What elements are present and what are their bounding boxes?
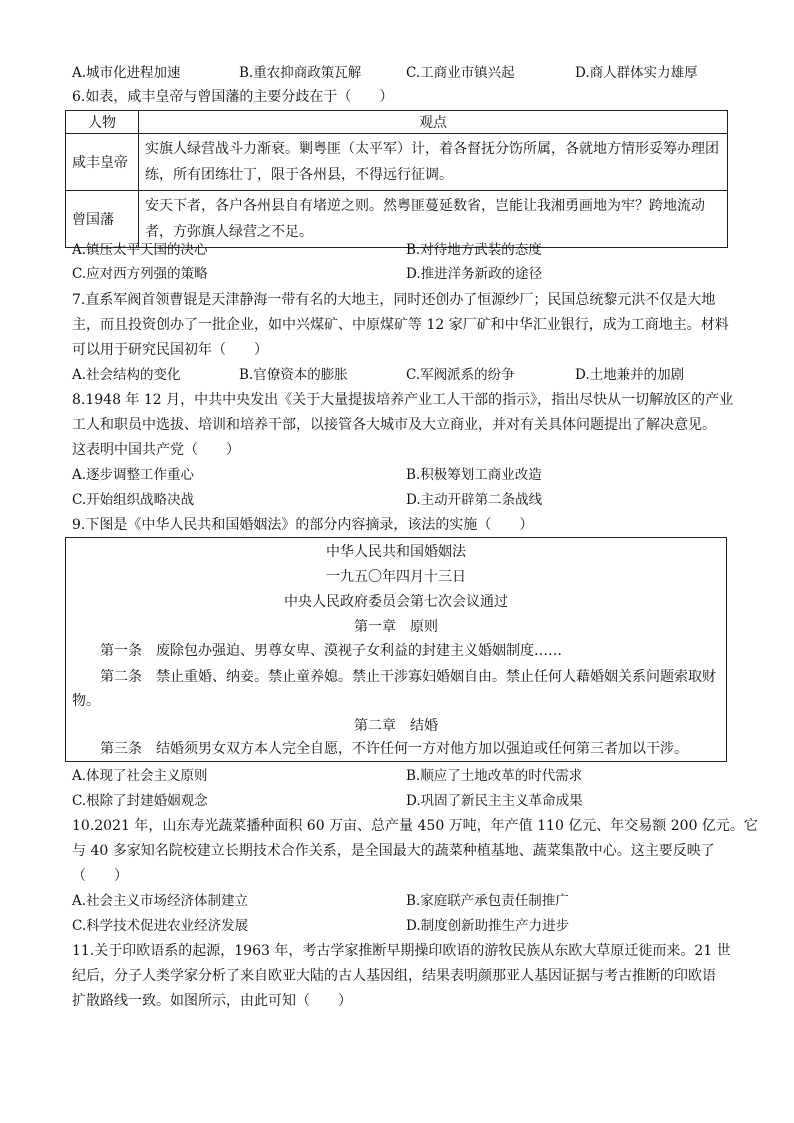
option-a: A.体现了社会主义原则 bbox=[72, 768, 208, 784]
option-d: D.巩固了新民主主义革命成果 bbox=[406, 793, 583, 809]
row-view: 安天下者，各户各州县自有堵逆之则。然粤匪蔓延数省，岂能让我湘勇画地为牢？跨地流动者，方弥旗人绿营之不足。 bbox=[139, 191, 728, 248]
law-chapter: 第一章 原则 bbox=[354, 619, 438, 635]
option-b: B.积极筹划工商业改造 bbox=[406, 467, 542, 483]
option-c: C.军阀派系的纷争 bbox=[406, 367, 515, 383]
option-d: D.主动开辟第二条战线 bbox=[406, 492, 543, 508]
q9-stem: 9.下图是《中华人民共和国婚姻法》的部分内容摘录，该法的实施（ ） bbox=[72, 517, 534, 533]
option-d: D.制度创新助推生产力进步 bbox=[406, 918, 570, 934]
law-passed: 中央人民政府委员会第七次会议通过 bbox=[284, 594, 508, 610]
option-c: C.根除了封建婚姻观念 bbox=[72, 793, 208, 809]
header-view: 观点 bbox=[139, 111, 728, 134]
q10-line: （ ） bbox=[72, 868, 128, 884]
option-b: B.家庭联产承包责任制推广 bbox=[406, 893, 569, 909]
q8-line: 8.1948 年 12 月，中共中央发出《关于大量提拔培养产业工人干部的指示》，指出尽快从一切解放区的产业 bbox=[72, 392, 734, 408]
q10-line: 10.2021 年，山东寿光蔬菜播种面积 60 万亩、总产量 450 万吨，年产值 110 亿元、年交易额 200 亿元。它 bbox=[72, 818, 758, 834]
header-person: 人物 bbox=[66, 111, 139, 134]
q7-line: 7.直系军阀首领曹锟是天津静海一带有名的大地主，同时还创办了恒源纱厂；民国总统黎元洪不仅是大地 bbox=[72, 292, 716, 308]
option-a: A.镇压太平天国的决心 bbox=[72, 242, 208, 258]
q7-line: 可以用于研究民国初年（ ） bbox=[72, 342, 268, 358]
row-person: 曾国藩 bbox=[66, 191, 139, 248]
option-a: A.社会结构的变化 bbox=[72, 367, 181, 383]
table-row bbox=[66, 191, 728, 248]
q8-line: 工人和职员中选拔、培训和培养干部，以接管各大城市及大立商业，并对有关具体问题提出了解决意见。 bbox=[72, 417, 716, 433]
option-c: C.科学技术促进农业经济发展 bbox=[72, 918, 249, 934]
q10-line: 与 40 多家知名院校建立长期技术合作关系，是全国最大的蔬菜种植基地、蔬菜集散中心。这主要反映了 bbox=[72, 843, 715, 859]
law-article: 第二条 禁止重婚、纳妾。禁止童养媳。禁止干涉寡妇婚姻自由。禁止任何人藉婚姻关系问题索取财 bbox=[72, 669, 716, 685]
table-row bbox=[66, 134, 728, 191]
law-date: 一九五〇年四月十三日 bbox=[326, 569, 466, 585]
law-chapter: 第二章 结婚 bbox=[354, 718, 438, 734]
law-article: 物。 bbox=[72, 693, 100, 709]
q11-line: 11.关于印欧语系的起源，1963 年，考古学家推断早期操印欧语的游牧民族从东欧大草原迁徙而来。21 世 bbox=[72, 943, 731, 959]
q7-line: 主，而且投资创办了一批企业，如中兴煤矿、中原煤矿等 12 家厂矿和中华汇业银行，成为工商地主。材料 bbox=[72, 317, 729, 333]
option-d: D.推进洋务新政的途径 bbox=[406, 266, 543, 282]
q6-table bbox=[65, 110, 728, 248]
law-article: 第一条 废除包办强迫、男尊女卑、漠视子女利益的封建主义婚姻制度…… bbox=[72, 643, 562, 659]
law-title: 中华人民共和国婚姻法 bbox=[326, 544, 466, 560]
option-c: C.开始组织战略决战 bbox=[72, 492, 195, 508]
law-article: 第三条 结婚须男女双方本人完全自愿，不许任何一方对他方加以强迫或任何第三者加以干涉。 bbox=[72, 741, 688, 757]
option-b: B.重农抑商政策瓦解 bbox=[239, 65, 362, 81]
q8-line: 这表明中国共产党（ ） bbox=[72, 442, 240, 458]
option-a: A.逐步调整工作重心 bbox=[72, 467, 195, 483]
marriage-law-excerpt bbox=[65, 537, 727, 762]
option-c: C.应对西方列强的策略 bbox=[72, 266, 208, 282]
option-a: A.城市化进程加速 bbox=[72, 65, 181, 81]
row-view: 实旗人绿营战斗力渐衰。剿粤匪（太平军）计，着各督抚分饬所属，各就地方情形妥筹办理团练，所有团练壮丁，限于各州县，不得远行征调。 bbox=[139, 134, 728, 191]
table-header-row bbox=[66, 111, 728, 134]
option-b: B.顺应了土地改革的时代需求 bbox=[406, 768, 583, 784]
option-a: A.社会主义市场经济体制建立 bbox=[72, 893, 249, 909]
option-b: B.官僚资本的膨胀 bbox=[239, 367, 348, 383]
q6-stem: 6.如表，咸丰皇帝与曾国藩的主要分歧在于（ ） bbox=[72, 89, 394, 105]
option-d: D.商人群体实力雄厚 bbox=[575, 65, 698, 81]
option-b: B.对待地方武装的态度 bbox=[406, 242, 542, 258]
option-c: C.工商业市镇兴起 bbox=[406, 65, 515, 81]
q11-line: 扩散路线一致。如图所示，由此可知（ ） bbox=[72, 993, 352, 1009]
option-d: D.土地兼并的加剧 bbox=[575, 367, 685, 383]
q11-line: 纪后，分子人类学家分析了来自欧亚大陆的古人基因组，结果表明颜那亚人基因证据与考古推断的印欧语 bbox=[72, 968, 716, 984]
row-person: 咸丰皇帝 bbox=[66, 134, 139, 191]
